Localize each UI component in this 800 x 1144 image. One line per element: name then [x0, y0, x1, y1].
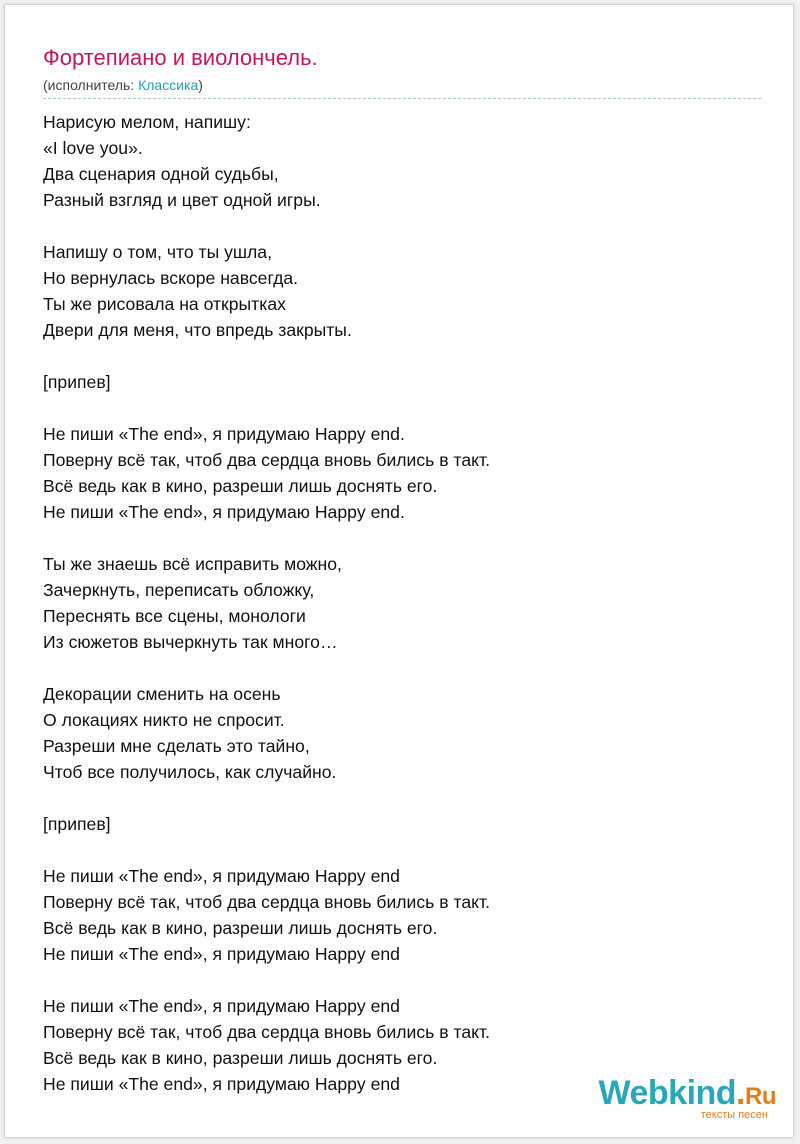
- lyrics-line: Двери для меня, что впредь закрыты.: [43, 320, 352, 340]
- lyrics-line: Всё ведь как в кино, разреши лишь доснять его.: [43, 1048, 438, 1068]
- lyrics-line: Не пиши «The end», я придумаю Happy end: [43, 996, 400, 1016]
- lyrics-blank-line: [43, 213, 490, 239]
- lyrics-line: Декорации сменить на осень: [43, 684, 281, 704]
- song-title: Фортепиано и виолончель.: [43, 45, 318, 70]
- lyrics-line: Чтоб все получилось, как случайно.: [43, 762, 337, 782]
- lyrics-line: Напишу о том, что ты ушла,: [43, 242, 272, 262]
- lyrics-line: Не пиши «The end», я придумаю Happy end: [43, 1074, 400, 1094]
- lyrics-line: Не пиши «The end», я придумаю Happy end.: [43, 424, 405, 444]
- lyrics-line: Не пиши «The end», я придумаю Happy end.: [43, 502, 405, 522]
- lyrics-line: Нарисую мелом, напишу:: [43, 112, 251, 132]
- logo-dot: .: [736, 1074, 745, 1112]
- lyrics-blank-line: [43, 837, 490, 863]
- webkind-logo[interactable]: [576, 1076, 776, 1126]
- title-divider: [43, 98, 761, 99]
- artist-prefix: (исполнитель:: [43, 77, 139, 93]
- lyrics-line: Всё ведь как в кино, разреши лишь доснять его.: [43, 918, 438, 938]
- lyrics-line: [припев]: [43, 814, 111, 834]
- lyrics-line: «I love you».: [43, 138, 143, 158]
- lyrics-line: [припев]: [43, 372, 111, 392]
- lyrics-line: Из сюжетов вычеркнуть так много…: [43, 632, 338, 652]
- lyrics-blank-line: [43, 967, 490, 993]
- lyrics-line: Разный взгляд и цвет одной игры.: [43, 190, 321, 210]
- lyrics-line: Два сценария одной судьбы,: [43, 164, 279, 184]
- lyrics-line: Ты же знаешь всё исправить можно,: [43, 554, 342, 574]
- logo-tagline: тексты песен: [700, 1109, 768, 1121]
- lyrics-line: Поверну всё так, чтоб два сердца вновь бились в такт.: [43, 450, 490, 470]
- lyrics-line: Но вернулась вскоре навсегда.: [43, 268, 299, 288]
- lyrics-line: Всё ведь как в кино, разреши лишь доснять его.: [43, 476, 438, 496]
- logo-tld: Ru: [745, 1083, 776, 1110]
- lyrics-line: Переснять все сцены, монологи: [43, 606, 306, 626]
- lyrics-blank-line: [43, 785, 490, 811]
- artist-suffix: ): [198, 77, 203, 93]
- lyrics-line: Поверну всё так, чтоб два сердца вновь бились в такт.: [43, 892, 490, 912]
- logo-word: Webkind: [598, 1074, 737, 1112]
- lyrics-page: [4, 4, 794, 1138]
- lyrics-blank-line: [43, 655, 490, 681]
- logo-wordmark: [599, 1076, 777, 1110]
- lyrics-line: Ты же рисовала на открытках: [43, 294, 286, 314]
- lyrics-line: Разреши мне сделать это тайно,: [43, 736, 310, 756]
- lyrics-text: [43, 109, 490, 1097]
- lyrics-line: Зачеркнуть, переписать обложку,: [43, 580, 315, 600]
- lyrics-line: Не пиши «The end», я придумаю Happy end: [43, 866, 400, 886]
- lyrics-line: Не пиши «The end», я придумаю Happy end: [43, 944, 400, 964]
- artist-line: [43, 77, 203, 94]
- lyrics-line: Поверну всё так, чтоб два сердца вновь бились в такт.: [43, 1022, 490, 1042]
- lyrics-line: О локациях никто не спросит.: [43, 710, 285, 730]
- artist-link[interactable]: Классика: [138, 77, 199, 93]
- lyrics-blank-line: [43, 395, 490, 421]
- lyrics-blank-line: [43, 343, 490, 369]
- lyrics-blank-line: [43, 525, 490, 551]
